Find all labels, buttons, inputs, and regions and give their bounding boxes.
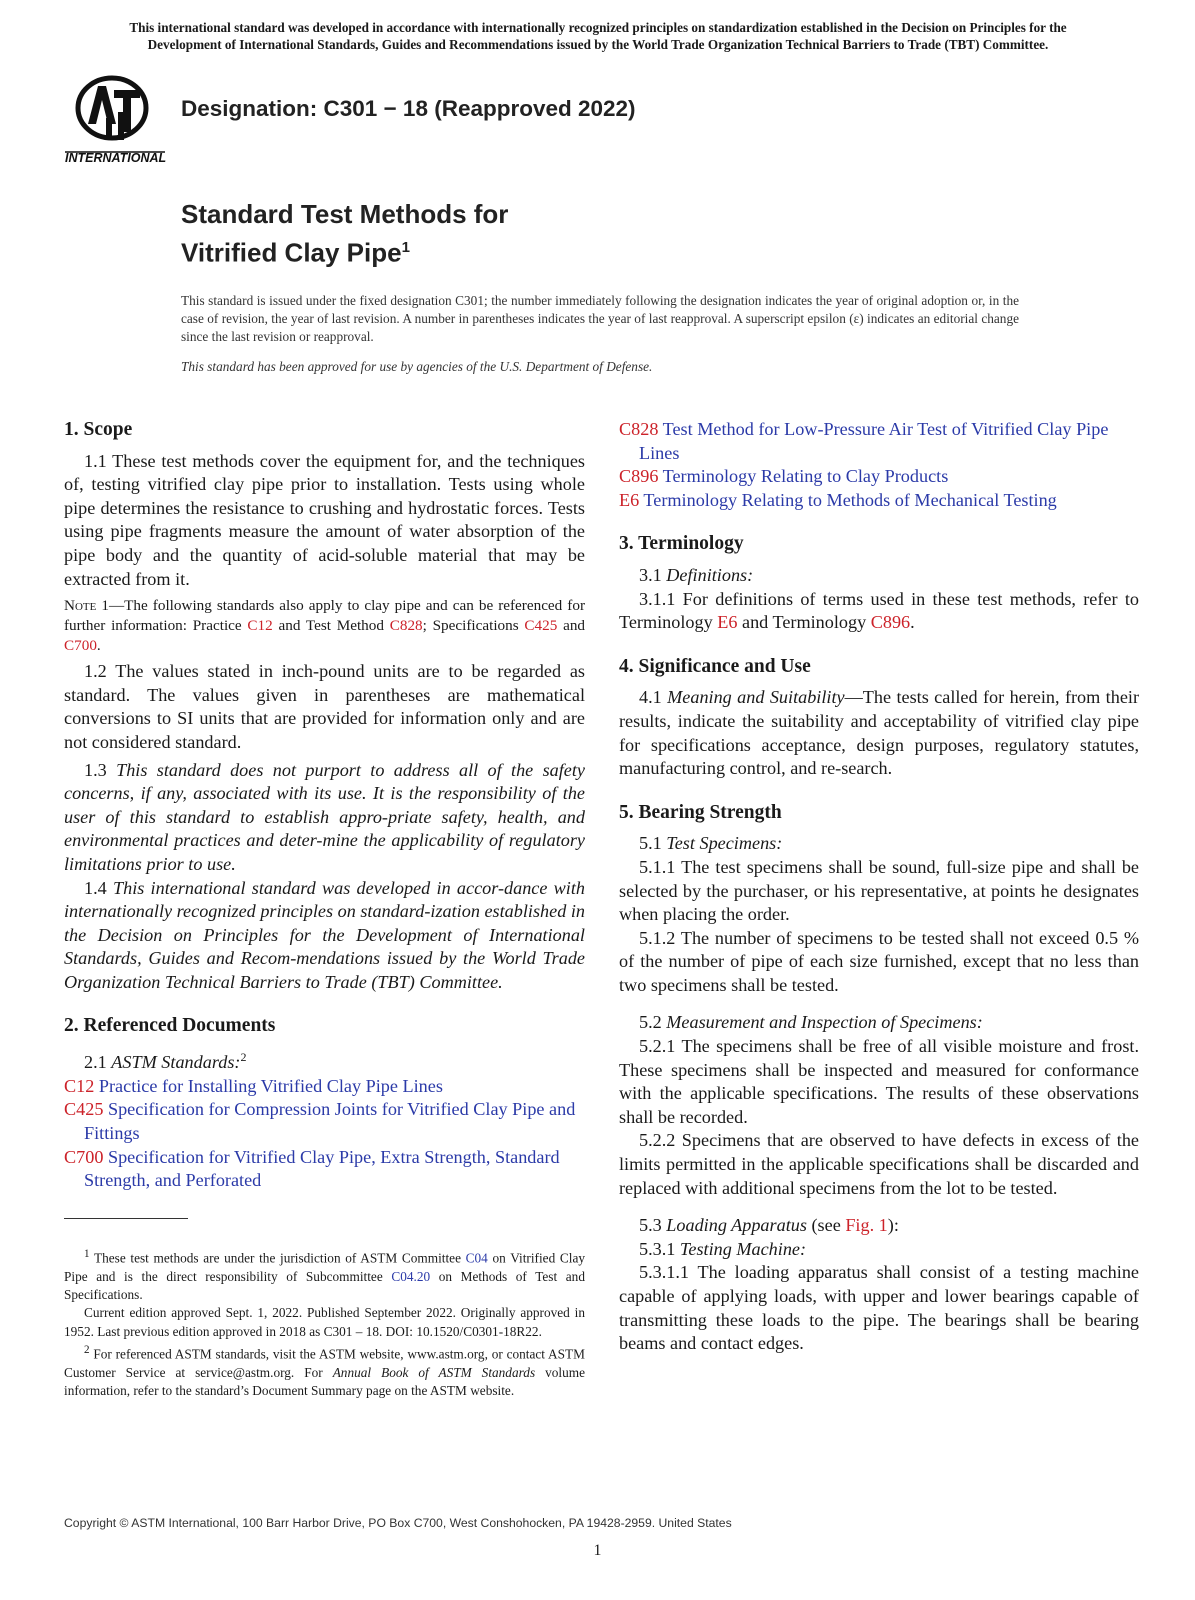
document-title [181,198,508,270]
right-column [619,418,1139,1356]
tbt-notice [62,20,1134,53]
intro-paragraph: This standard is issued under the fixed designation C301; the number immediately following the designation indicates the year of original adoption or, in the case of revision, the year of last revision. A number in parentheses indicates the year of last reapproval. A superscript epsilon (ε) indicates an editorial change since the last revision or reapproval. [181,293,1019,345]
bearing-5-3: 5.3 Loading Apparatus (see Fig. 1): [639,1215,899,1236]
title-line2: Vitrified Clay Pipe [181,237,402,268]
footnote-rule [64,1218,188,1219]
scope-heading: 1. Scope [64,419,133,440]
link-c12[interactable]: C12 [247,617,273,635]
link-c700[interactable]: C700 [64,637,97,655]
link-c04-20[interactable]: C04.20 [391,1268,431,1284]
footnote-1: $^1$ These test methods are under the jurisdiction of ASTM Committee C04 on Vitrified Clay Pipe and is the direct responsibility of Subcommittee C04.20 on Methods of Test and Specifications. [64,1248,585,1303]
scope-1-1: 1.1 These test methods cover the equipment for, and the techniques of, testing vitrified clay pipe prior to installation. Tests using whole pipe determines the resistance to crushing and hydrostatic forces. Tests using pipe fragments measure the amount of water absorption of the pipe body and the quantity of acid-soluble material that may be extracted from it. [64,450,585,589]
note-1: Note 1—The following standards also apply to clay pipe and can be referenced for further information: Practice C12 and Test Method C828; Specifications C425 and C700. [64,597,586,655]
significance-heading: 4. Significance and Use [619,655,811,677]
astm-logo [62,72,168,168]
bearing-5-2-1: 5.2.1 The specimens shall be free of all visible moisture and frost. These specimens shall be inspected and measured for conformance with the applicable specifications. The results of these observations shall be recorded. [619,1036,1139,1127]
ref-item-c828[interactable]: C828 Test Method for Low-Pressure Air Test of Vitrified Clay Pipe Lines [619,419,1109,463]
ref-item-c425[interactable]: C425 Specification for Compression Joints for Vitrified Clay Pipe and Fittings [64,1099,576,1143]
left-column [64,418,585,1193]
title-line1: Standard Test Methods for [181,199,509,229]
bearing-5-3-1: 5.3.1 Testing Machine: [639,1238,807,1259]
link-c04[interactable]: C04 [465,1250,488,1266]
page-number: 1 [593,1542,602,1559]
bearing-5-1: 5.1 Test Specimens: [639,833,783,854]
terminology-heading: 3. Terminology [619,533,744,555]
bearing-5-1-1: 5.1.1 The test specimens shall be sound, full-size pipe and shall be selected by the purchaser, or his representative, at points he designates when placing the order. [619,856,1139,925]
link-c896[interactable]: C896 [870,612,911,633]
note-label: Note [64,597,97,615]
footnote-2: $^2$ For referenced ASTM standards, visit the ASTM website, www.astm.org, or contact ASTM Customer Service at service@astm.org. For Annual Book of ASTM Standards volume information, refer to the standard’s Document Summary page on the ASTM website. [64,1343,585,1398]
dod-approval: This standard has been approved for use by agencies of the U.S. Department of Defense. [181,359,653,374]
bearing-5-1-2: 5.1.2 The number of specimens to be tested shall not exceed 0.5 % of the number of pipe of each size furnished, except that no less than two specimens shall be tested. [619,927,1139,995]
ref-item-c896[interactable]: C896 Terminology Relating to Clay Products [619,466,949,487]
footnote-1-edition: Current edition approved Sept. 1, 2022. Published September 2022. Originally approved in 1952. Last previous edition approved in 2018 as C301 – 18. DOI: 10.1520/C0301-18R22. [64,1305,585,1339]
link-c425[interactable]: C425 [524,617,558,635]
scope-1-4: 1.4 This international standard was developed in accor-dance with internationally recognized principles on standard-ization established in the Decision on Principles for the Development of International Standards, Guides and Recom-mendations issued by the World Trade Organization Technical Barriers to Trade (TBT) Committee. [64,877,585,992]
scope-1-3: 1.3 This standard does not purport to address all of the safety concerns, if any, associated with its use. It is the responsibility of the user of this standard to establish appro-priate safety, health, and environmental practices and deter-mine the applicability of regulatory limitations prior to use. [64,759,585,874]
designation: Designation: C301 − 18 (Reapproved 2022) [181,96,636,121]
significance-4-1: 4.1 Meaning and Suitability—The tests called for herein, from their results, indicate the suitability and acceptability of vitrified clay pipe for specifications acceptance, design purposes, regulatory statutes, manufacturing control, and re-search. [619,687,1140,779]
bearing-5-2-2: 5.2.2 Specimens that are observed to have defects in excess of the limits permitted in the applicable specifications shall be discarded and replaced with additional specimens from the lot to be tested. [619,1130,1139,1198]
scope-1-2: 1.2 The values stated in inch-pound units are to be regarded as standard. The values given in parentheses are mathematical conversions to SI units that are provided for information only and are not considered standard. [64,661,585,752]
copyright: Copyright © ASTM International, 100 Barr Harbor Drive, PO Box C700, West Conshohocken, PA 19428-2959. United States [64,1516,732,1530]
definitions-subheading: 3.1 Definitions: [639,564,754,585]
link-e6[interactable]: E6 [717,612,738,633]
ref-item-c12[interactable]: C12 Practice for Installing Vitrified Clay Pipe Lines [64,1075,443,1096]
ref-item-e6[interactable]: E6 Terminology Relating to Methods of Mechanical Testing [619,489,1057,510]
ref-item-c700[interactable]: C700 Specification for Vitrified Clay Pipe, Extra Strength, Standard Strength, and Perforated [64,1146,560,1191]
tbt-notice-line1: This international standard was developed in accordance with internationally recognized principles on standardization established in the Decision on Principles for the [129,20,1067,35]
bearing-5-3-1-1: 5.3.1.1 The loading apparatus shall consist of a testing machine capable of applying loads, with upper and lower bearings capable of transmitting these loads to the pipe. The bearings shall be bearing beams and contact edges. [619,1262,1139,1354]
link-fig-1[interactable]: Fig. 1 [845,1215,888,1236]
title-footnote-mark: 1 [401,239,410,256]
astm-standards-subheading: 2.1 ASTM Standards:$^2$ [84,1050,247,1073]
bearing-strength-heading: 5. Bearing Strength [619,801,782,823]
terminology-3-1-1: 3.1.1 For definitions of terms used in these test methods, refer to Terminology E6 and Terminology C896. [619,588,1139,633]
referenced-documents-heading: 2. Referenced Documents [64,1015,276,1037]
footnotes [64,1245,585,1400]
link-c828[interactable]: C828 [389,617,423,635]
bearing-5-2: 5.2 Measurement and Inspection of Specimens: [639,1012,983,1033]
tbt-notice-line2: Development of International Standards, Guides and Recommendations issued by the World Trade Organization Technical Barriers to Trade (TBT) Committee. [147,36,1049,52]
logo-international-text: INTERNATIONAL [65,151,167,165]
